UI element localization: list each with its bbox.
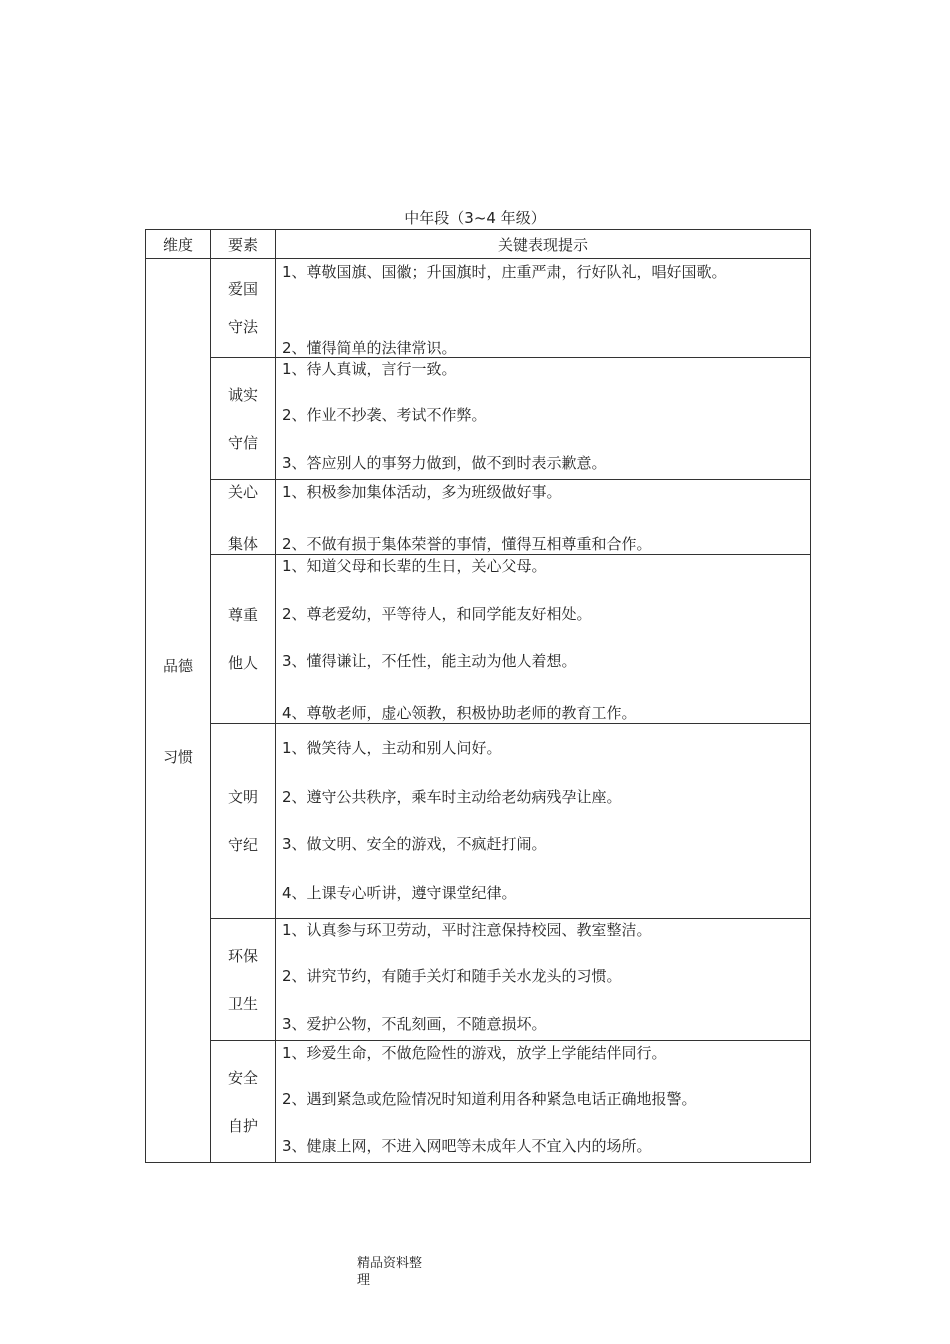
footer-note <box>357 1255 422 1289</box>
element-cell-honesty <box>210 357 276 480</box>
element-label: 守信 <box>227 433 258 452</box>
element-cell-environment <box>210 918 276 1041</box>
behavior-item: 4、尊敬老师，虚心领教，积极协助老师的教育工作。 <box>282 704 637 722</box>
footer-line1: 精品资料整 <box>357 1256 423 1271</box>
behavior-item: 2、讲究节约，有随手关灯和随手关水龙头的习惯。 <box>282 967 622 985</box>
element-cell-patriotism <box>210 258 276 358</box>
behavior-item: 2、作业不抄袭、考试不作弊。 <box>282 406 487 424</box>
behavior-item: 3、爱护公物，不乱刻画，不随意损坏。 <box>282 1015 547 1033</box>
behavior-cell-patriotism <box>275 258 811 358</box>
footer-line2: 理 <box>357 1273 371 1288</box>
element-label: 环保 <box>227 946 258 965</box>
table-title: 中年段（3~4 年级） <box>404 209 546 227</box>
behavior-cell-honesty <box>275 357 811 480</box>
element-label: 爱国 <box>227 280 258 298</box>
behavior-item: 1、待人真诚，言行一致。 <box>282 360 457 378</box>
behavior-item: 3、健康上网，不进入网吧等未成年人不宜入内的场所。 <box>282 1137 652 1155</box>
header-key-behaviors: 关键表现提示 <box>275 229 811 259</box>
element-label: 诚实 <box>227 385 258 404</box>
element-cell-respect <box>210 554 276 724</box>
behavior-item: 1、微笑待人，主动和别人问好。 <box>282 739 502 757</box>
behavior-item: 1、知道父母和长辈的生日，关心父母。 <box>282 557 547 575</box>
element-label: 尊重 <box>227 606 258 624</box>
element-label: 集体 <box>227 535 258 553</box>
element-label: 自护 <box>227 1116 258 1135</box>
behavior-item: 1、尊敬国旗、国徽；升国旗时，庄重严肃，行好队礼，唱好国歌。 <box>282 263 727 281</box>
element-label: 守纪 <box>227 836 258 854</box>
header-element: 要素 <box>210 229 276 259</box>
dimension-label-line2: 习惯 <box>162 747 193 766</box>
element-label: 守法 <box>227 318 258 336</box>
behavior-item: 3、做文明、安全的游戏，不疯赶打闹。 <box>282 835 547 853</box>
element-cell-collective <box>210 479 276 555</box>
element-label: 关心 <box>227 483 258 501</box>
behavior-item: 1、积极参加集体活动，多为班级做好事。 <box>282 483 562 501</box>
dimension-cell <box>145 258 211 1163</box>
behavior-table <box>145 229 811 1163</box>
behavior-item: 2、遵守公共秩序，乘车时主动给老幼病残孕让座。 <box>282 788 622 806</box>
element-cell-safety <box>210 1040 276 1163</box>
element-label: 安全 <box>227 1068 258 1087</box>
behavior-item: 1、珍爱生命，不做危险性的游戏，放学上学能结伴同行。 <box>282 1044 667 1062</box>
element-cell-civility <box>210 723 276 919</box>
behavior-cell-safety <box>275 1040 811 1163</box>
header-dimension: 维度 <box>145 229 211 259</box>
behavior-item: 2、不做有损于集体荣誉的事情，懂得互相尊重和合作。 <box>282 535 652 553</box>
behavior-cell-collective <box>275 479 811 555</box>
element-label: 文明 <box>227 788 258 806</box>
behavior-item: 3、懂得谦让，不任性，能主动为他人着想。 <box>282 652 577 670</box>
behavior-cell-environment <box>275 918 811 1041</box>
behavior-item: 2、尊老爱幼，平等待人，和同学能友好相处。 <box>282 605 592 623</box>
behavior-cell-respect <box>275 554 811 724</box>
dimension-label-line1: 品德 <box>162 656 193 675</box>
behavior-item: 1、认真参与环卫劳动，平时注意保持校园、教室整洁。 <box>282 921 652 939</box>
behavior-item: 4、上课专心听讲，遵守课堂纪律。 <box>282 884 517 902</box>
behavior-item: 3、答应别人的事努力做到，做不到时表示歉意。 <box>282 454 607 472</box>
element-label: 他人 <box>227 654 258 672</box>
behavior-cell-civility <box>275 723 811 919</box>
element-label: 卫生 <box>227 994 258 1013</box>
behavior-item: 2、懂得简单的法律常识。 <box>282 339 457 357</box>
behavior-item: 2、遇到紧急或危险情况时知道利用各种紧急电话正确地报警。 <box>282 1090 697 1108</box>
